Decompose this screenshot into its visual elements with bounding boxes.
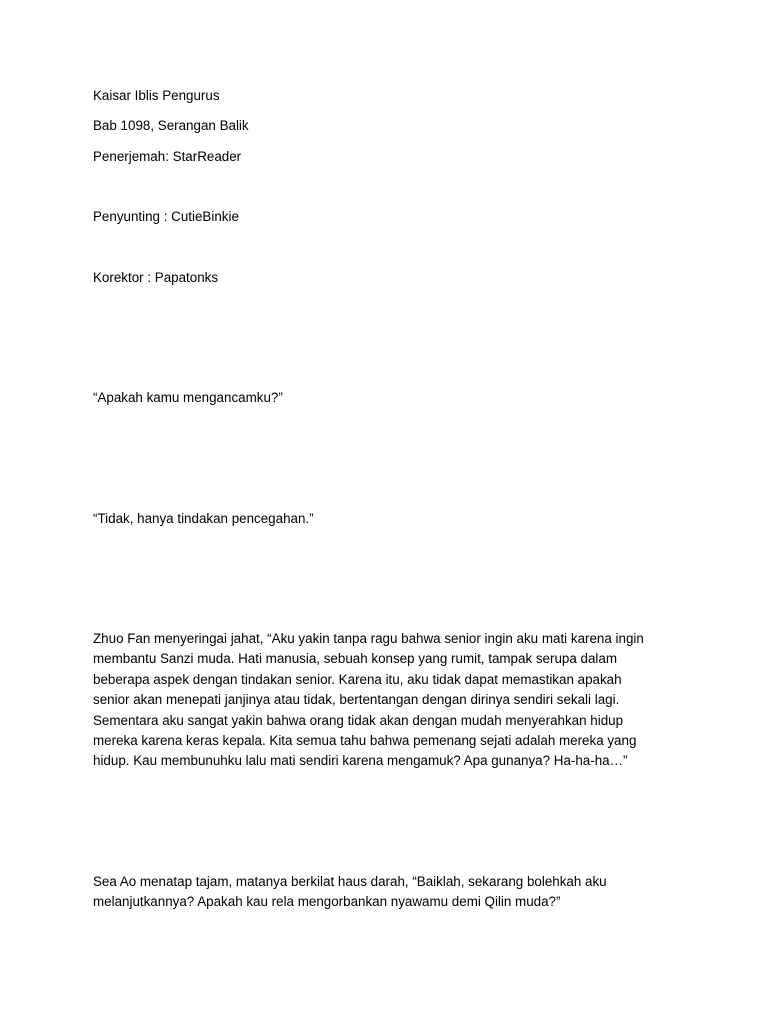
paragraph-4 [93,872,683,913]
paragraph-1 [93,388,683,408]
paragraph-line: Sementara aku sangat yakin bahwa orang tidak akan dengan mudah menyerahkan hidup [93,712,624,728]
paragraph-line: Zhuo Fan menyeringai jahat, “Aku yakin tanpa ragu bahwa senior ingin aku mati karena ingin [93,631,644,646]
paragraph-line: membantu Sanzi muda. Hati manusia, sebuah konsep yang rumit, tampak serupa dalam [93,651,618,667]
paragraph-line: senior akan menepati janjinya atau tidak, bertentangan dengan dirinya sendiri sekali lagi. [93,692,620,708]
chapter-heading: Bab 1098, Serangan Balik [93,118,249,133]
proofreader-credit: Korektor : Papatonks [93,270,219,285]
paragraph-line: hidup. Kau membunuhku lalu mati sendiri karena mengamuk? Apa gunanya? Ha-ha-ha…” [93,753,628,769]
paragraph-2 [93,509,683,529]
document-title: Kaisar Iblis Pengurus [93,88,220,103]
paragraph-line: beberapa aspek dengan tindakan senior. Karena itu, aku tidak dapat memastikan apakah [93,671,622,687]
paragraph-line: melanjutkannya? Apakah kau rela mengorbankan nyawamu demi Qilin muda?” [93,894,561,910]
paragraph-line: “Apakah kamu mengancamku?” [93,390,283,405]
paragraph-line: mereka karena keras kepala. Kita semua tahu bahwa pemenang sejati adalah mereka yang [93,733,637,749]
paragraph-line: Sea Ao menatap tajam, matanya berkilat haus darah, “Baiklah, sekarang bolehkah aku [93,874,607,889]
translator-credit: Penerjemah: StarReader [93,149,242,164]
editor-credit: Penyunting : CutieBinkie [93,209,239,224]
paragraph-line: “Tidak, hanya tindakan pencegahan.” [93,511,314,526]
paragraph-3 [93,629,683,772]
